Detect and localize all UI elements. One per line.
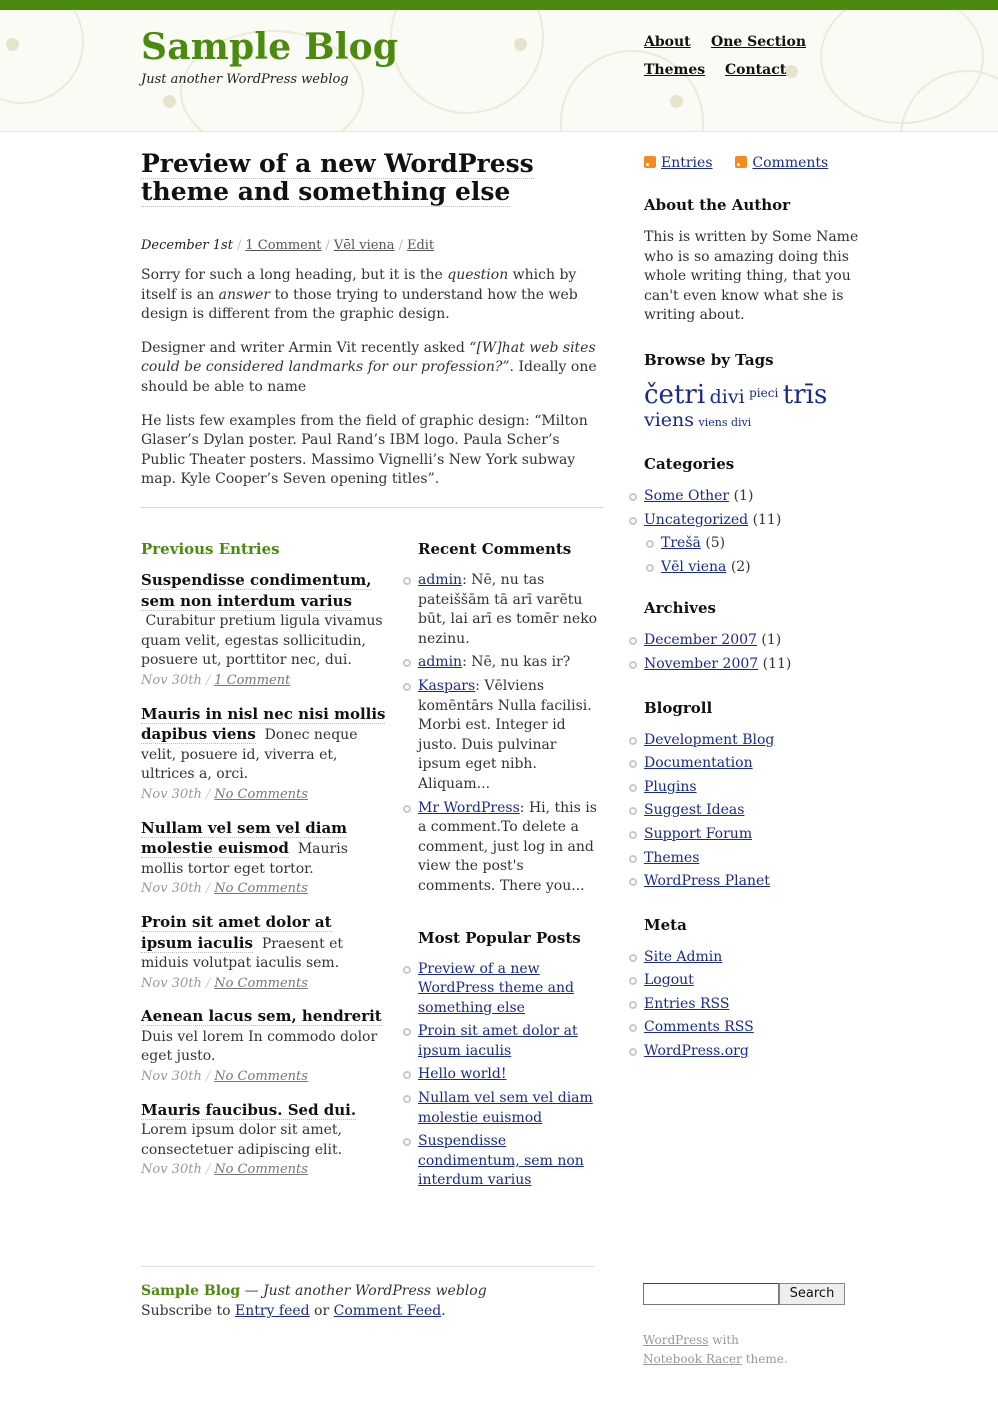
previous-entries-heading: Previous Entries: [141, 540, 280, 558]
meta-link[interactable]: Site Admin: [644, 948, 723, 965]
recent-comments-list: [418, 571, 603, 897]
blogroll-link[interactable]: WordPress Planet: [644, 873, 770, 890]
category-link[interactable]: Uncategorized: [644, 511, 749, 528]
previous-entry-comments-link[interactable]: No Comments: [214, 786, 308, 802]
previous-entries: [141, 540, 386, 1194]
footer: Sample Blog — Just another WordPress weblog Subscribe to Entry feed or Comment Feed.: [141, 1283, 487, 1319]
comment-excerpt: : Hi, this is a comment.To delete a comment, just log in and view the post's comments. There you...: [418, 799, 597, 894]
previous-entry-title[interactable]: Proin sit amet dolor at ipsum iaculis: [141, 912, 332, 952]
meta-link[interactable]: Entries RSS: [644, 995, 730, 1012]
decorative-swirl: [0, 10, 84, 104]
entry-feed-link[interactable]: Entry feed: [234, 1303, 310, 1319]
tags-heading: Browse by Tags: [644, 350, 774, 369]
tag-cloud: [644, 379, 864, 433]
previous-entry: Suspendisse condimentum, sem non interdum varius Curabitur pretium ligula vivamus quam velit, egestas sollicitudin, posuere ut, porttitor nec, dui. Nov 30th / 1 Comment: [141, 571, 383, 688]
comment-author-link[interactable]: admin: [418, 572, 463, 588]
popular-post-item: [418, 1089, 603, 1128]
previous-entry: Proin sit amet dolor at ipsum iaculis Praesent et miduis volutpat iaculis sem. Nov 30th / No Comments: [141, 912, 344, 991]
comment-author-link[interactable]: Kaspars: [418, 677, 476, 694]
popular-post-link[interactable]: Hello world!: [418, 1066, 507, 1083]
comment-excerpt: : Nē, nu kas ir?: [462, 654, 571, 671]
main-post: [141, 149, 603, 488]
previous-entry-excerpt: Donec neque velit, posuere id, viverra et, ultrices a, orci.: [141, 727, 358, 783]
footer-tagline: — Just another WordPress weblog: [240, 1283, 487, 1299]
categories-heading: Categories: [644, 454, 735, 473]
meta-link[interactable]: WordPress.org: [644, 1043, 749, 1060]
recent-comments-heading: Recent Comments: [418, 540, 572, 558]
recent-comment-item: [418, 653, 603, 673]
comment-excerpt: : Nē, nu tas pateiššām tā arī varētu būt, lai arī es tomēr neko nezinu.: [418, 572, 598, 647]
decorative-dot: [670, 95, 683, 108]
tag-link[interactable]: viens divi: [698, 415, 752, 429]
previous-entry-comments-link[interactable]: No Comments: [214, 1162, 308, 1178]
archives-list: [644, 631, 864, 674]
previous-entry-excerpt: Duis vel lorem In commodo dolor eget justo.: [141, 1028, 378, 1065]
popular-post-link[interactable]: Preview of a new WordPress theme and something else: [418, 960, 575, 1016]
tag-link[interactable]: divi: [709, 385, 745, 408]
previous-entry-date: Nov 30th: [141, 1069, 202, 1085]
tag-link[interactable]: pieci: [749, 385, 779, 400]
nav-themes[interactable]: Themes: [644, 62, 706, 78]
recent-comment-item: [418, 571, 603, 649]
site-title[interactable]: Sample Blog: [141, 26, 399, 68]
popular-post-item: [418, 960, 603, 1019]
previous-entry-date: Nov 30th: [141, 786, 202, 802]
popular-post-item: [418, 1132, 603, 1191]
footer-divider: [141, 1266, 594, 1267]
previous-entry: Nullam vel sem vel diam molestie euismod Mauris mollis tortor eget tortor. Nov 30th / No Comments: [141, 818, 348, 897]
blogroll-heading: Blogroll: [644, 698, 713, 717]
rss-icon: [644, 156, 656, 168]
previous-entry-title[interactable]: Aenean lacus sem, hendrerit: [141, 1007, 382, 1026]
popular-post-item: [418, 1022, 603, 1061]
category-item: Some Other (1): [644, 487, 864, 507]
meta-item: [644, 995, 864, 1015]
about-text: This is written by Some Name who is so amazing doing this whole writing thing, that you can't even know what she is writing about.: [644, 229, 859, 324]
blogroll-link[interactable]: Documentation: [644, 755, 753, 772]
previous-entry-title[interactable]: Suspendisse condimentum, sem non interdum varius: [141, 571, 372, 610]
blogroll-item: [644, 849, 864, 869]
blogroll-link[interactable]: Support Forum: [644, 825, 753, 842]
previous-entry-excerpt: Praesent et miduis volutpat iaculis sem.: [141, 935, 344, 972]
theme-credit: WordPress with Notebook Racer theme.: [643, 1333, 788, 1366]
popular-post-link[interactable]: Proin sit amet dolor at ipsum iaculis: [418, 1023, 578, 1059]
blogroll-item: [644, 731, 864, 751]
search-button[interactable]: Search: [779, 1283, 845, 1305]
tag-link[interactable]: trīs: [782, 379, 828, 410]
archive-item: November 2007 (11): [644, 655, 864, 675]
blogroll-link[interactable]: Themes: [644, 849, 700, 866]
decorative-dot: [6, 38, 19, 51]
previous-entry-title[interactable]: Mauris in nisl nec nisi mollis dapibus viens: [141, 704, 386, 744]
meta-item: [644, 971, 864, 991]
category-link[interactable]: Vēl viena: [661, 558, 727, 575]
archives-heading: Archives: [644, 599, 716, 618]
post-paragraph: Designer and writer Armin Vit recently asked “[W]hat web sites could be considered landmarks for our profession?”. Ideally one should be able to name: [141, 339, 597, 395]
meta-link[interactable]: Logout: [644, 972, 694, 989]
previous-entry: Mauris faucibus. Sed dui. Lorem ipsum dolor sit amet, consectetuer adipiscing elit. Nov 30th / No Comments: [141, 1100, 357, 1178]
sidebar: [644, 150, 864, 1066]
post-comments-link[interactable]: 1 Comment: [245, 238, 322, 253]
comments-feed-link[interactable]: Comments: [752, 155, 829, 171]
meta-item: [644, 1042, 864, 1062]
previous-entry-title[interactable]: Mauris faucibus. Sed dui.: [141, 1100, 357, 1119]
footer-site-name[interactable]: Sample Blog: [141, 1283, 241, 1299]
post-paragraph: He lists few examples from the field of graphic design: “Milton Glaser’s Dylan poster. Paul Rand’s IBM logo. Paula Scher’s Public Theater posters. Massimo Vignelli’s New York subway map. Kyle Cooper’s Seven opening titles”.: [141, 412, 588, 488]
meta-list: [644, 948, 864, 1062]
previous-entry-excerpt: Lorem ipsum dolor sit amet, consectetuer adipiscing elit.: [141, 1122, 343, 1158]
meta-heading: Meta: [644, 915, 687, 934]
decorative-swirl: [390, 10, 544, 114]
feed-links: [644, 155, 864, 171]
comment-author-link[interactable]: admin: [418, 654, 463, 671]
category-link[interactable]: Some Other: [644, 487, 730, 504]
meta-item: [644, 948, 864, 968]
comment-excerpt: : Vēlviens komēntārs Nulla facilisi. Morbi est. Integer id justo. Duis pulvinar ipsum eget nibh. Aliquam...: [418, 677, 592, 792]
post-date: December 1st: [141, 238, 233, 253]
popular-post-link[interactable]: Suspendisse condimentum, sem non interdum varius: [418, 1133, 584, 1189]
comment-author-link[interactable]: Mr WordPress: [418, 799, 520, 816]
previous-entry-comments-link[interactable]: No Comments: [214, 975, 308, 991]
blogroll-link[interactable]: Development Blog: [644, 731, 775, 748]
previous-entry: Aenean lacus sem, hendrerit Duis vel lorem In commodo dolor eget justo. Nov 30th / No Comments: [141, 1007, 382, 1085]
decorative-dot: [163, 95, 176, 108]
previous-entry-comments-link[interactable]: No Comments: [214, 1069, 308, 1085]
post-edit-link[interactable]: Edit: [406, 238, 435, 253]
post-title[interactable]: Preview of a new WordPress theme and something else: [141, 149, 534, 206]
middle-column: [418, 540, 603, 1195]
tag-link[interactable]: četri: [644, 379, 706, 410]
blogroll-item: [644, 872, 864, 892]
entries-feed-link[interactable]: Entries: [661, 155, 713, 171]
post-paragraph: Sorry for such a long heading, but it is the question which by itself is an answer to those trying to understand how the web design is different from the graphic design.: [141, 267, 578, 323]
blogroll-item: [644, 754, 864, 774]
previous-entry-date: Nov 30th: [141, 881, 202, 897]
previous-entry-title[interactable]: Nullam vel sem vel diam molestie euismod: [141, 818, 348, 858]
popular-post-link[interactable]: Nullam vel sem vel diam molestie euismod: [418, 1090, 593, 1126]
categories-list: [644, 487, 864, 577]
about-heading: About the Author: [644, 196, 791, 214]
blogroll-item: [644, 801, 864, 821]
archive-item: December 2007 (1): [644, 631, 864, 651]
post-category-link[interactable]: Vēl viena: [333, 238, 395, 253]
rss-icon: [735, 156, 747, 168]
meta-link[interactable]: Comments RSS: [644, 1019, 754, 1036]
popular-posts-list: [418, 960, 603, 1192]
post-body: [141, 266, 603, 504]
archive-link[interactable]: November 2007: [644, 655, 759, 672]
theme-credit-link[interactable]: Notebook Racer: [643, 1352, 742, 1366]
previous-entry-excerpt: Curabitur pretium ligula vivamus quam velit, egestas sollicitudin, posuere ut, porttitor nec, dui.: [141, 613, 383, 669]
previous-entry-comments-link[interactable]: No Comments: [214, 881, 308, 897]
recent-comment-item: [418, 677, 603, 795]
category-link[interactable]: Trešā: [661, 535, 701, 552]
category-item: Vēl viena (2): [661, 558, 864, 578]
blogroll-link[interactable]: Plugins: [644, 778, 697, 795]
meta-item: [644, 1018, 864, 1038]
recent-comment-item: [418, 799, 603, 897]
decorative-dot: [785, 65, 798, 78]
blogroll-item: [644, 778, 864, 798]
blogroll-link[interactable]: Suggest Ideas: [644, 802, 745, 819]
wordpress-credit-link[interactable]: WordPress: [643, 1333, 709, 1347]
blogroll-item: [644, 825, 864, 845]
nav-contact[interactable]: Contact: [725, 62, 787, 78]
divider: [141, 507, 603, 508]
previous-entry-date: Nov 30th: [141, 672, 202, 688]
post-meta: December 1st / 1 Comment / Vēl viena / Edit: [141, 238, 435, 253]
nav-one-section[interactable]: One Section: [711, 34, 806, 50]
blogroll-list: [644, 731, 864, 892]
previous-entry-comments-link[interactable]: 1 Comment: [214, 672, 291, 688]
search-input[interactable]: [643, 1283, 779, 1305]
previous-entry-date: Nov 30th: [141, 975, 202, 991]
category-item: Uncategorized (11): [644, 511, 864, 531]
previous-entry-date: Nov 30th: [141, 1162, 202, 1178]
category-item: Trešā (5): [661, 534, 864, 554]
popular-posts-heading: Most Popular Posts: [418, 928, 581, 947]
top-color-bar: [0, 0, 998, 10]
decorative-dot: [514, 38, 527, 51]
nav-about[interactable]: About: [644, 34, 691, 50]
tag-link[interactable]: viens: [644, 408, 695, 431]
previous-entry: Mauris in nisl nec nisi mollis dapibus viens Donec neque velit, posuere id, viverra et, ultrices a, orci. Nov 30th / No Comments: [141, 704, 386, 802]
previous-entry-excerpt: Mauris mollis tortor eget tortor.: [141, 841, 348, 877]
popular-post-item: [418, 1065, 603, 1085]
comment-feed-link[interactable]: Comment Feed: [333, 1303, 442, 1319]
archive-link[interactable]: December 2007: [644, 632, 757, 649]
site-tagline: Just another WordPress weblog: [141, 72, 349, 87]
